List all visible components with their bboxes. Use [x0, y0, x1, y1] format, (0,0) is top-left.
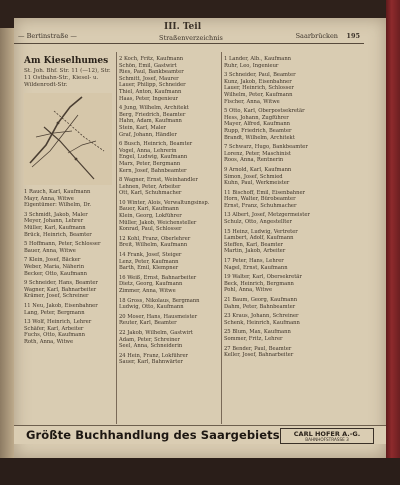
book-binding	[386, 0, 400, 485]
list-item: 8 Wagner, Ernst, Weinhandler Lehnen, Peter, Arbeiter Ott, Karl, Schuhmacher	[119, 177, 198, 197]
page-header	[14, 22, 364, 46]
list-item: 11 Neu, Jakob, Eisenbahner Lang, Peter, Bergmann	[24, 302, 98, 316]
column-divider-1	[116, 52, 117, 424]
list-item: 19 Walter, Karl, Obersekretär Beck, Heinrich, Bergmann Pohl, Anna, Witwe	[224, 274, 302, 294]
page-number: 195	[346, 32, 360, 40]
book-bottom-shadow	[0, 458, 400, 485]
list-item: 15 Heinz, Ludwig, Vertreter Lambert, Adolf, Kaufmann Steffen, Karl, Beamter Martin, Jakob, Arbeiter	[224, 228, 298, 255]
list-item: 6 Busch, Heinrich, Beamter Vogel, Anna, Lehrerin Engel, Ludwig, Kaufmann Marx, Peter, Bergmann Kern, Josef, Bahnbeamter	[119, 141, 193, 174]
header-running-title: — Bertinstraße —	[18, 32, 77, 40]
column-3	[224, 56, 372, 362]
list-item: 10 Winter, Alois, Verwaltungsinsp. Bauer, Karl, Kaufmann Klein, Georg, Lokführer Müller, Jakob, Weichensteller Konrad, Paul, Schlosser	[119, 199, 210, 233]
header-center: Straßenverzeichnis	[159, 34, 223, 42]
header-city: Saarbrücken	[295, 32, 338, 40]
banner-firm-address: BAHNHOFSTRASSE 3	[305, 437, 349, 442]
list-item: 12 Kohl, Franz, Oberlehrer Breit, Wilhelm, Kaufmann	[119, 235, 191, 249]
list-item: 16 Weiß, Ernst, Bahnarbeiter Dietz, Georg, Kaufmann Zimmer, Anna, Witwe	[119, 274, 197, 294]
list-item: 20 Moser, Hans, Hausmeister Reuter, Karl, Beamter	[119, 313, 198, 327]
column-1	[24, 56, 112, 348]
list-item: 4 Jung, Wilhelm, Architekt Berg, Friedrich, Beamter Hahn, Adam, Kaufmann Stein, Karl, Maler Graf, Johann, Händler	[119, 105, 189, 138]
list-item: 5 Hoffmann, Peter, Schlosser Bauer, Anna, Witwe	[24, 241, 101, 254]
list-item: 14 Frank, Josef, Steiger Lenz, Peter, Kaufmann Barth, Emil, Klempner	[119, 252, 182, 272]
list-item: 2 Koch, Fritz, Kaufmann Schön, Emil, Gastwirt Ries, Paul, Bankbeamter Schmitt, Josef, Maurer Lauer, Philipp, Schneider Thiel, Anton, Kaufmann Haas, Peter, Ingenieur	[119, 56, 186, 102]
list-item: 7 Schwarz, Hugo, Bankbeamter Lorenz, Peter, Maschinist Roos, Anna, Rentnerin	[224, 144, 308, 164]
header-part: III. Teil	[164, 22, 202, 32]
banner-firm-name: CARL HOFER A.-G.	[293, 430, 361, 438]
street-map	[24, 93, 112, 185]
list-item: 21 Baum, Georg, Kaufmann Dahm, Peter, Bahnbeamter	[224, 297, 298, 310]
street-map-drawing	[24, 93, 112, 185]
column-divider-2	[221, 52, 222, 424]
list-item: 1 Lander, Alb., Kaufmann Ruhr, Leo, Ingenieur	[224, 56, 292, 69]
list-item: 1 Rauch, Karl, Kaufmann Mayr, Anna, Witwe Eigentümer: Wilhelm, Dr.	[24, 189, 92, 209]
section-title: Am Kieselhumes	[24, 56, 109, 66]
list-item: 18 Gross, Nikolaus, Bergmann Ludwig, Otto, Kaufmann	[119, 297, 200, 311]
list-item: 25 Blum, Max, Kaufmann Sommer, Fritz, Lehrer	[224, 329, 291, 342]
list-item: 9 Arnold, Karl, Kaufmann Simon, Josef, Schmied Kuhn, Paul, Werkmeister	[224, 166, 292, 187]
list-item: 11 Bischoff, Emil, Eisenbahner Horn, Walter, Bürobeamter Ernst, Franz, Schuhmacher	[224, 189, 306, 209]
list-item: 13 Wolf, Heinrich, Lehrer Schäfer, Karl, Arbeiter Fuchs, Otto, Kaufmann Roth, Anna, Witwe	[24, 319, 92, 345]
list-item: 24 Hein, Franz, Lokführer Sauer, Karl, Bahnwärter	[119, 352, 189, 366]
list-item: 17 Peter, Hans, Lehrer Nagel, Ernst, Kaufmann	[224, 258, 288, 271]
banner-firm-box	[280, 428, 374, 444]
section-subtitle: St. Joh. Bhf. Str. 11 (—12), Str. 11 Ostbahn-Str., Kiesel- u. Wildenrodt-Str.	[24, 68, 111, 88]
list-item: 27 Bender, Paul, Beamter Keller, Josef, Bahnarbeiter	[224, 345, 294, 359]
column-2	[119, 56, 217, 369]
list-item: 3 Schmidt, Jakob, Maler Meyer, Johann, Lehrer Müller, Karl, Kaufmann Brück, Heinrich, Beamter	[24, 211, 92, 238]
banner-slogan: Größte Buchhandlung des Saargebiets	[26, 428, 280, 442]
list-item: 7 Klein, Josef, Bäcker Weber, Maria, Näherin Becker, Otto, Kaufmann	[24, 257, 87, 277]
list-item: 5 Otto, Karl, Oberpostsekretär Hess, Johann, Zugführer Mayer, Alfred, Kaufmann Rupp, Friedrich, Beamter Brandt, Wilhelm, Architekt	[224, 108, 305, 141]
advertisement-banner	[14, 425, 386, 444]
list-item: 3 Schneider, Paul, Beamter Kunz, Jakob, Eisenbahner Lauer, Heinrich, Schlosser Wilhelm, Peter, Kaufmann Fischer, Anna, Witwe	[224, 72, 296, 105]
list-item: 22 Jakob, Wilhelm, Gastwirt Adam, Peter, Schreiner Seel, Anna, Schneiderin	[119, 329, 193, 350]
header-rule	[14, 43, 364, 44]
list-item: 23 Kraus, Johann, Schreiner Schenk, Heinrich, Kaufmann	[224, 313, 300, 326]
list-item: 9 Schneider, Hans, Beamter Wagner, Karl, Bahnarbeiter Krämer, Josef, Schreiner	[24, 280, 98, 300]
list-item: 13 Albert, Josef, Metzgermeister Schulz, Otto, Angestellter	[224, 212, 310, 226]
